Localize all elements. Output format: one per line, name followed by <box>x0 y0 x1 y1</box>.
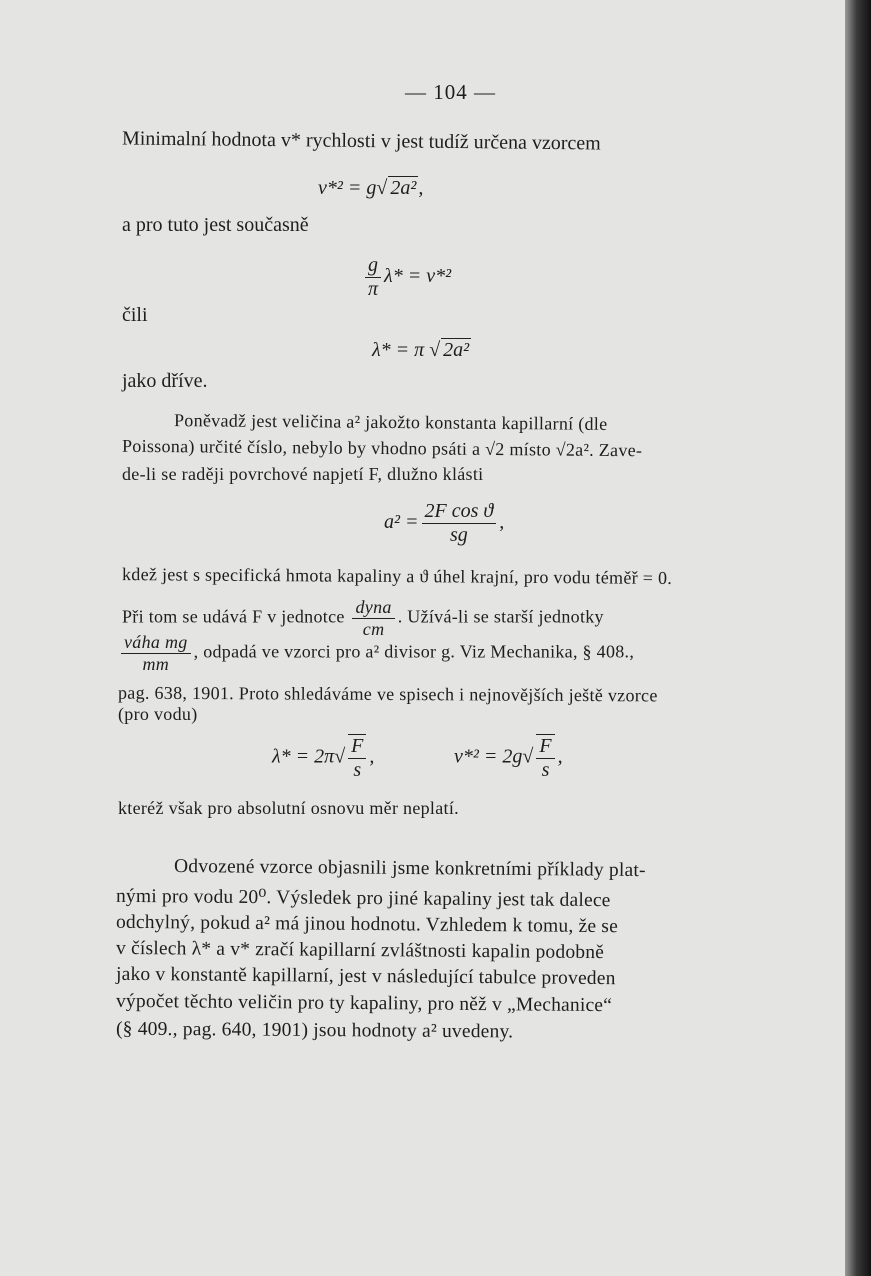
text-line: (pro vodu) <box>118 704 198 724</box>
fraction: $\frac{\text{2F cos ϑ}}{sg}$ <box>422 500 497 547</box>
fraction: $\frac{F}{s}$ <box>348 734 366 782</box>
equation-v-star-squared: v*² = g√ 2a² , <box>318 177 424 199</box>
fraction: $\frac{g}{\pi}$ <box>365 254 381 301</box>
text-line: Při tom se udává F v jednotce $\frac{\text{dyna}}{cm}$ . Užívá-li se starší jednotky <box>122 597 604 639</box>
text-line: $\frac{\text{váha mg}}{mm}$ , odpadá ve vzorci pro a² divisor g. Viz Mechanika, § 408., <box>118 632 634 674</box>
text-line: a pro tuto jest současně <box>122 214 309 236</box>
text-line: Odvozené vzorce objasnili jsme konkretními příklady plat- <box>173 855 646 882</box>
text-line: výpočet těchto veličin pro ty kapaliny, pro něž v „Mechanice“ <box>115 990 613 1017</box>
text-line: kdež jest s specifická hmota kapaliny a ϑ úhel krajní, pro vodu téměř = 0. <box>121 564 673 588</box>
text-line: pag. 638, 1901. Proto shledáváme ve spisech i nejnovějších ještě vzorce <box>117 682 658 706</box>
text-line: Poněvadž jest veličina a² jakožto konstanta kapillarní (dle <box>173 410 608 434</box>
text-line: Poissona) určité číslo, nebylo by vhodno psáti a √2 místo √2a². Zave- <box>121 435 643 461</box>
text-line: nými pro vodu 20⁰. Výsledek pro jiné kapaliny jest tak dalece <box>115 885 611 912</box>
text-line: v číslech λ* a v* zračí kapillarní zvláštnosti kapalin podobně <box>115 937 605 964</box>
equation-lambda-star: λ* = π √ 2a² <box>372 339 470 361</box>
text-line: Minimalní hodnota v* rychlosti v jest tudíž určena vzorcem <box>121 127 601 155</box>
equation-v-water: v*² = 2g√ $\frac{F}{s}$ , <box>454 735 563 781</box>
text-line: odchylný, pokud a² má jinou hodnotu. Vzhledem k tomu, že se <box>115 911 619 938</box>
unit-fraction: $\frac{\text{dyna}}{cm}$ <box>352 597 394 639</box>
book-spine-shadow <box>845 0 871 1276</box>
equation-a-squared: a² = $\frac{\text{2F cos ϑ}}{sg}$ , <box>384 500 505 546</box>
text-line: de-li se raději povrchové napjetí F, dlužno klásti <box>122 464 484 484</box>
page-number: — 104 — <box>405 80 496 104</box>
text-line: jako dříve. <box>122 370 208 392</box>
text-line: (§ 409., pag. 640, 1901) jsou hodnoty a² uvedeny. <box>115 1018 514 1043</box>
old-unit-fraction: $\frac{\text{váha mg}}{mm}$ <box>121 632 191 674</box>
text-line: kteréž však pro absolutní osnovu měr neplatí. <box>118 798 459 818</box>
text-line: jako v konstantě kapillarní, jest v následující tabulce proveden <box>115 963 616 990</box>
equation-lambda-relation: $\frac{g}{\pi}$ λ* = v*² <box>362 254 451 301</box>
fraction: $\frac{F}{s}$ <box>536 734 554 782</box>
equation-lambda-water: λ* = 2π√ $\frac{F}{s}$ , <box>272 735 375 781</box>
text-line: čili <box>122 304 148 326</box>
